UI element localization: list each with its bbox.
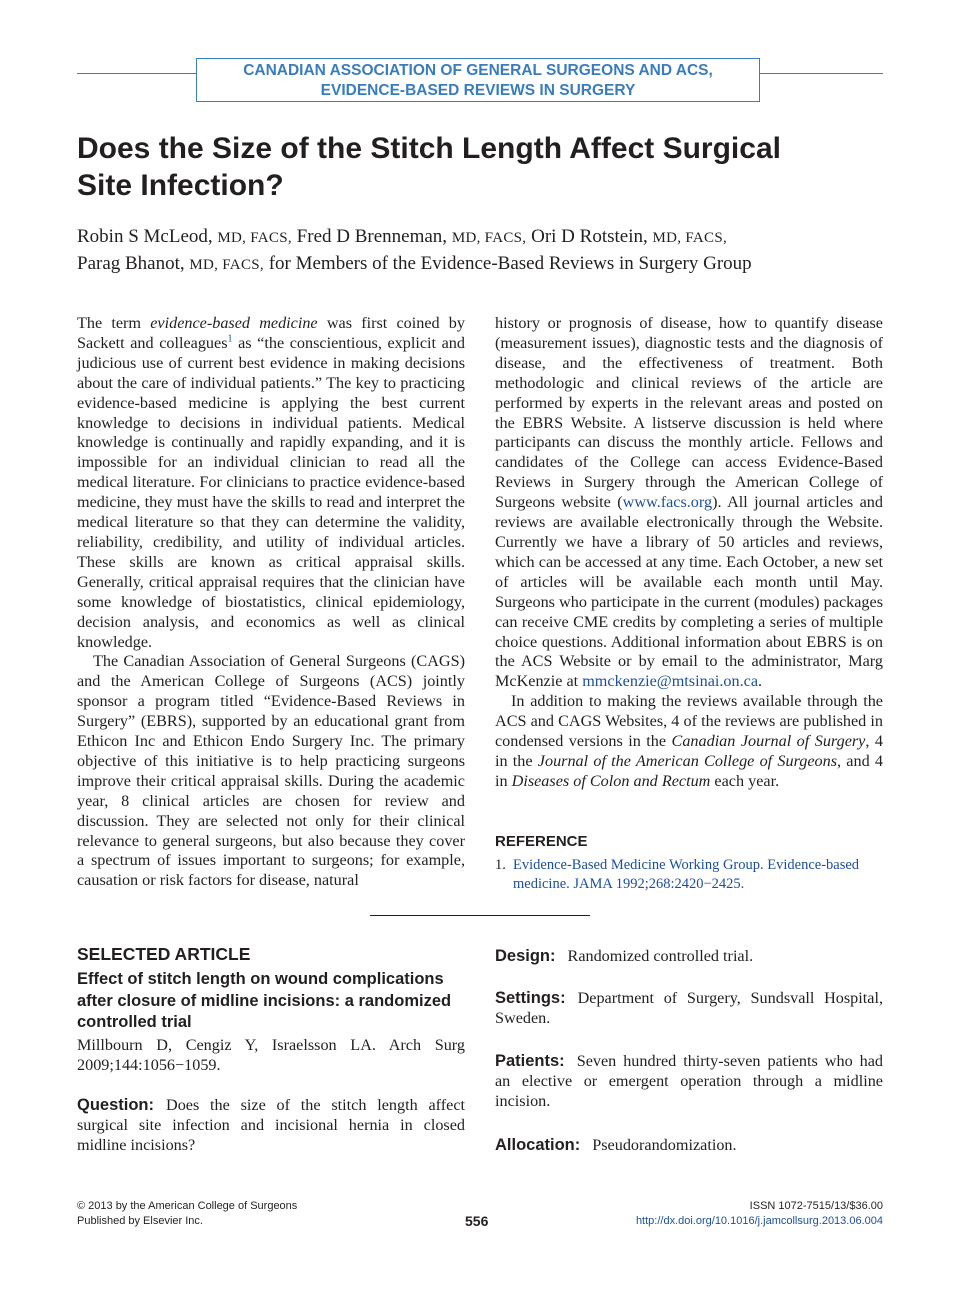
question-label: Question: <box>77 1096 154 1114</box>
body-paragraph <box>495 692 883 792</box>
citation-superscript[interactable]: 1 <box>227 333 233 345</box>
settings-label: Settings: <box>495 989 566 1007</box>
settings-text: Department of Surgery, Sundsvall Hospital, Sweden. <box>495 989 883 1027</box>
journal-name: Diseases of Colon and Rectum <box>511 771 711 790</box>
text-run: history or prognosis of disease, how to quantify disease (measurement issues), diagnostic tests and the diagnosis of disease, and the effectiveness of treatment. Both methodologic and clinical reviews of the article are performed by experts in the relevant areas and posted on the EBRS Website. A listserve discussion is held where participants can discuss the monthly article. Fellows and candidates of the College can access Evidence-Based Reviews in Surgery through the American College of Surgeons website ( <box>495 314 883 512</box>
body-paragraph <box>77 314 465 652</box>
body-left-column <box>77 314 465 891</box>
patients-block <box>495 1051 883 1111</box>
page-number: 556 <box>465 1213 489 1229</box>
reference-number: 1. <box>495 857 506 873</box>
text-run: , 4 in the <box>495 732 883 770</box>
journal-name: Canadian Journal of Surgery <box>671 732 866 751</box>
text-run: each year. <box>710 771 780 790</box>
facs-website-link[interactable]: www.facs.org <box>622 493 713 512</box>
author-credentials: MD, FACS, <box>451 230 527 246</box>
footer-right <box>636 1199 883 1229</box>
author-credentials: MD, FACS, <box>189 257 264 273</box>
issn: ISSN 1072-7515/13/$36.00 <box>749 1200 883 1212</box>
patients-text: Seven hundred thirty-seven patients who had an elective or emergent operation through a midline incision. <box>495 1052 883 1110</box>
banner-line-1: CANADIAN ASSOCIATION OF GENERAL SURGEONS AND ACS, <box>243 62 713 79</box>
author-credentials: MD, FACS, <box>652 230 728 246</box>
journal-section-banner <box>196 58 760 102</box>
author-name: Parag Bhanot, <box>77 253 185 274</box>
text-run: . <box>758 672 763 691</box>
text-run: as “the conscientious, explicit and judicious use of current best evidence in making decisions about the care of individual patients.” The key to practicing evidence-based medicine is applying the best current knowledge to decisions in individual patients. Medical knowledge is continually and rapidly expanding, and it is impossible for an individual clinician to read all the medical literature. For clinicians to practice evidence-based medicine, they must have the skills to read and interpret the medical literature so that they can determine the validity, reliability, credibility, and utility of individual articles. These skills are known as critical appraisal skills. Generally, critical appraisal requires that the clinician have some knowledge of biostatistics, clinical epidemiology, decision analysis, and economics as well as clinical knowledge. <box>77 333 465 651</box>
title-line-2: Site Infection? <box>77 169 284 202</box>
author-credentials: MD, FACS, <box>217 230 292 246</box>
banner-line-2: EVIDENCE-BASED REVIEWS IN SURGERY <box>320 82 636 99</box>
section-divider <box>370 915 590 916</box>
allocation-block <box>495 1135 883 1155</box>
text-run: The term <box>77 314 151 332</box>
author-name: Ori D Rotstein, <box>531 226 648 247</box>
design-block <box>495 946 883 966</box>
author-line-2 <box>77 251 877 278</box>
publisher-notice: Published by Elsevier Inc. <box>77 1215 203 1227</box>
body-right-column <box>495 314 883 792</box>
text-run: In addition to making the reviews available through the ACS and CAGS Websites, 4 of the reviews are published in condensed versions in the <box>495 692 883 751</box>
settings-block <box>495 988 883 1028</box>
selected-article-citation: Millbourn D, Cengiz Y, Israelsson LA. Arch Surg 2009;144:1056−1059. <box>77 1036 465 1074</box>
allocation-label: Allocation: <box>495 1136 581 1154</box>
design-text: Randomized controlled trial. <box>567 947 754 965</box>
journal-name: Journal of the American College of Surgeons <box>537 751 838 770</box>
body-paragraph: The Canadian Association of General Surgeons (CAGS) and the American College of Surgeons (ACS) jointly sponsor a program titled “Evidence-Based Reviews in Surgery” (EBRS), supported by an educational grant from Ethicon Inc and Ethicon Endo Surgery Inc. The primary objective of this initiative is to help practicing surgeons improve their critical appraisal skills. During the academic year, 8 clinical articles are chosen for review and discussion. They are selected not only for their clinical relevance to general surgeons, but also because they cover a spectrum of issues important to surgeons; for example, causation or risk factors for disease, natural <box>77 652 465 890</box>
footer-left <box>77 1199 297 1229</box>
copyright-notice: © 2013 by the American College of Surgeons <box>77 1200 298 1212</box>
selected-article-title: Effect of stitch length on wound complications after closure of midline incisions: a randomized controlled trial <box>77 970 452 1031</box>
text-run: was first coined by Sackett and colleagues <box>77 314 465 352</box>
author-line-1 <box>77 224 877 251</box>
emphasis-term: evidence-based medicine <box>150 314 318 332</box>
author-group: for Members of the Evidence-Based Reviews in Surgery Group <box>268 253 752 274</box>
design-label: Design: <box>495 947 556 965</box>
question-text: Does the size of the stitch length affect surgical site infection and incisional hernia in closed midline incisions? <box>77 1096 465 1154</box>
question-block <box>77 1095 465 1155</box>
author-name: Fred D Brenneman, <box>296 226 448 247</box>
text-run: , and 4 in <box>495 751 883 790</box>
text-run: ). All journal articles and reviews are available electronically through the Website. Currently we have a library of 50 articles and reviews, which can be accessed at any time. Each October, a new set of articles will be available each month until May. Surgeons who participate in the current (modules) packages can receive CME credits by completing a series of multiple choice questions. Additional information about EBRS is on the ACS Website or by email to the administrator, Marg McKenzie at <box>495 493 883 691</box>
reference-item[interactable]: Evidence-Based Medicine Working Group. Evidence-based medicine. JAMA 1992;268:2420−2425. <box>513 857 860 892</box>
title-line-1: Does the Size of the Stitch Length Affect Surgical <box>77 132 781 165</box>
banner-rule-left <box>77 73 196 74</box>
author-list <box>77 224 877 278</box>
banner-rule-right <box>760 73 883 74</box>
patients-label: Patients: <box>495 1052 565 1070</box>
doi-link[interactable]: http://dx.doi.org/10.1016/j.jamcollsurg.2013.06.004 <box>635 1215 883 1227</box>
article-title <box>77 130 877 204</box>
email-link[interactable]: mmckenzie@mtsinai.on.ca <box>582 672 759 691</box>
reference-heading: REFERENCE <box>495 833 588 850</box>
body-paragraph <box>495 314 883 692</box>
allocation-text: Pseudorandomization. <box>592 1136 737 1154</box>
author-name: Robin S McLeod, <box>77 226 213 247</box>
selected-article-heading: SELECTED ARTICLE <box>77 944 251 964</box>
